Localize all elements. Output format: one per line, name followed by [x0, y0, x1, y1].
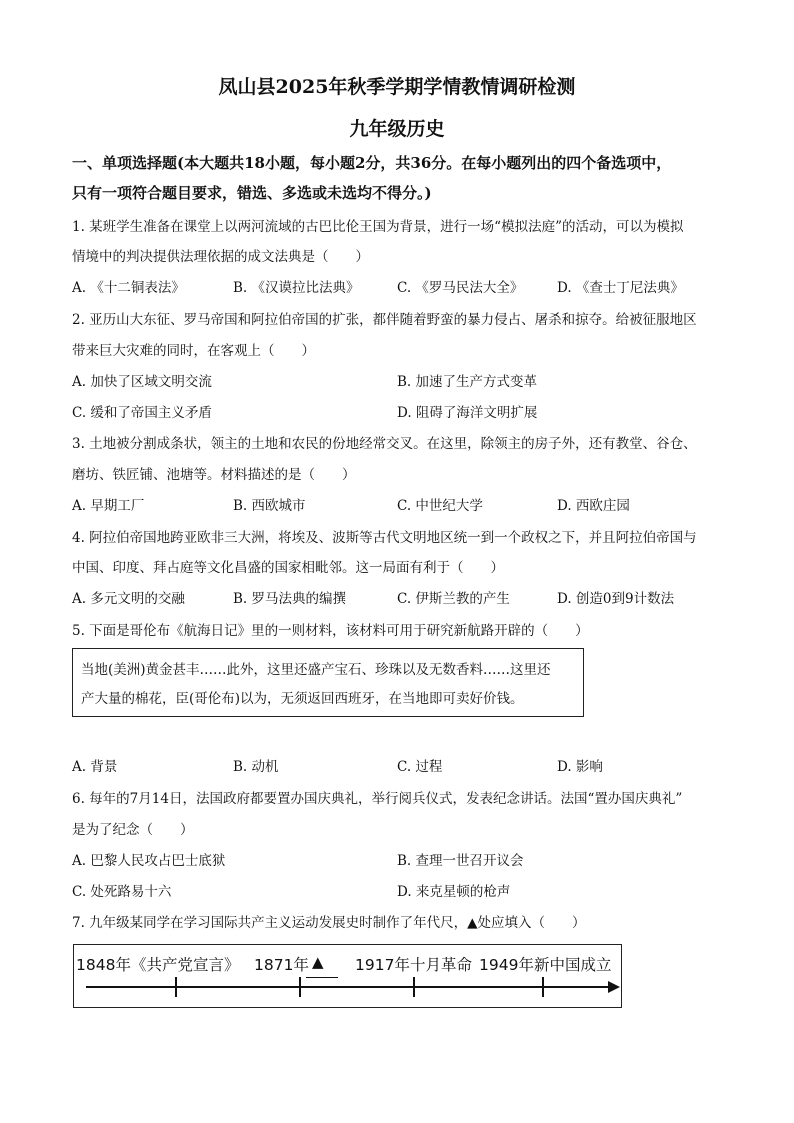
question-4-stem: 4. 阿拉伯帝国地跨亚欧非三大洲，将埃及、波斯等古代文明地区统一到一个政权之下，并且阿拉伯帝国与 — [72, 530, 697, 546]
question-4-stem-cont: 中国、印度、拜占庭等文化昌盛的国家相毗邻。这一局面有利于（ ） — [72, 560, 504, 576]
question-1-stem: 1. 某班学生准备在课堂上以两河流域的古巴比伦王国为背景，进行一场“模拟法庭”的活动，可以为模拟 — [72, 219, 684, 235]
timeline-tick — [413, 977, 415, 997]
timeline-tick — [299, 977, 301, 997]
question-2-option-c[interactable]: C. 缓和了帝国主义矛盾 — [72, 405, 212, 421]
timeline-label-1848: 1848年《共产党宣言》 — [76, 956, 240, 974]
question-2-stem-cont: 带来巨大灾难的同时，在客观上（ ） — [72, 343, 315, 359]
question-5-stem: 5. 下面是哥伦布《航海日记》里的一则材料，该材料可用于研究新航路开辟的（ ） — [72, 623, 589, 639]
question-5-option-c[interactable]: C. 过程 — [397, 759, 443, 775]
timeline-label-1917: 1917年十月革命 — [355, 956, 472, 974]
question-3-option-d[interactable]: D. 西欧庄园 — [557, 498, 630, 514]
section-heading-line2: 只有一项符合题目要求，错选、多选或未选均不得分。) — [72, 184, 432, 202]
question-5-option-b[interactable]: B. 动机 — [233, 759, 279, 775]
triangle-blank-icon: ▲ — [312, 953, 324, 971]
question-1-stem-cont: 情境中的判决提供法理依据的成文法典是（ ） — [72, 249, 369, 265]
question-3-option-a[interactable]: A. 早期工厂 — [72, 498, 145, 514]
material-box — [72, 648, 584, 717]
question-2-option-d[interactable]: D. 阻碍了海洋文明扩展 — [397, 405, 538, 421]
question-5-option-d[interactable]: D. 影响 — [557, 759, 603, 775]
question-2-stem: 2. 亚历山大东征、罗马帝国和阿拉伯帝国的扩张，都伴随着野蛮的暴力侵占、屠杀和掠夺。给被征服地区 — [72, 312, 697, 328]
blank-underline — [306, 977, 338, 978]
question-3-option-b[interactable]: B. 西欧城市 — [233, 498, 306, 514]
timeline-label-1949: 1949年新中国成立 — [479, 956, 612, 974]
question-6-option-b[interactable]: B. 查理一世召开议会 — [397, 853, 524, 869]
section-heading-line1: 一、单项选择题(本大题共18小题，每小题2分，共36分。在每小题列出的四个备选项中， — [72, 154, 672, 172]
question-1-option-c[interactable]: C. 《罗马民法大全》 — [397, 280, 524, 296]
question-1-option-b[interactable]: B. 《汉谟拉比法典》 — [233, 280, 360, 296]
timeline-axis — [86, 986, 612, 988]
question-4-option-c[interactable]: C. 伊斯兰教的产生 — [397, 591, 510, 607]
arrow-right-icon — [608, 981, 620, 993]
timeline-box — [73, 944, 622, 1008]
timeline-label-1871: 1871年 — [254, 956, 309, 974]
material-line-1: 当地(美洲)黄金甚丰……此外，这里还盛产宝石、珍珠以及无数香料……这里还 — [81, 662, 551, 678]
question-2-option-b[interactable]: B. 加速了生产方式变革 — [397, 374, 538, 390]
question-3-stem-cont: 磨坊、铁匠铺、池塘等。材料描述的是（ ） — [72, 467, 356, 483]
question-4-option-a[interactable]: A. 多元文明的交融 — [72, 591, 185, 607]
question-3-stem: 3. 土地被分割成条状，领主的土地和农民的份地经常交叉。在这里，除领主的房子外，还有教堂、谷仓、 — [72, 436, 697, 452]
question-2-option-a[interactable]: A. 加快了区域文明交流 — [72, 374, 212, 390]
timeline-tick — [542, 977, 544, 997]
question-6-option-c[interactable]: C. 处死路易十六 — [72, 884, 172, 900]
question-6-stem: 6. 每年的7月14日，法国政府都要置办国庆典礼，举行阅兵仪式，发表纪念讲话。法国“置办国庆典礼” — [72, 791, 683, 807]
question-7-stem: 7. 九年级某同学在学习国际共产主义运动发展史时制作了年代尺，▲处应填入（ ） — [72, 915, 586, 931]
question-6-option-d[interactable]: D. 来克星顿的枪声 — [397, 884, 511, 900]
exam-title: 凤山县2025年秋季学期学情教情调研检测 — [218, 76, 576, 98]
question-3-option-c[interactable]: C. 中世纪大学 — [397, 498, 483, 514]
exam-subject: 九年级历史 — [349, 118, 445, 140]
question-4-option-b[interactable]: B. 罗马法典的编撰 — [233, 591, 347, 607]
question-6-option-a[interactable]: A. 巴黎人民攻占巴士底狱 — [72, 853, 226, 869]
material-line-2: 产大量的棉花，臣(哥伦布)以为，无须返回西班牙，在当地即可卖好价钱。 — [81, 691, 524, 707]
timeline-tick — [175, 977, 177, 997]
question-1-option-a[interactable]: A. 《十二铜表法》 — [72, 280, 185, 296]
question-5-option-a[interactable]: A. 背景 — [72, 759, 118, 775]
question-6-stem-cont: 是为了纪念（ ） — [72, 822, 194, 838]
question-4-option-d[interactable]: D. 创造0到9计数法 — [557, 591, 675, 607]
question-1-option-d[interactable]: D. 《查士丁尼法典》 — [557, 280, 684, 296]
